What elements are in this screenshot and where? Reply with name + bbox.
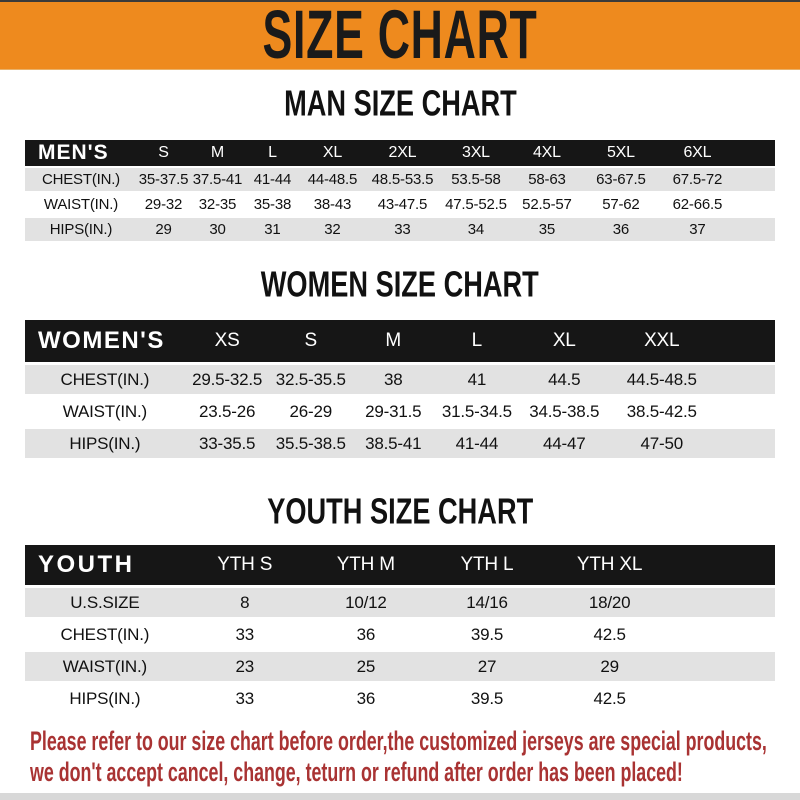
size-value-cell: 14/16 xyxy=(466,592,508,612)
size-value-cell: 47.5-52.5 xyxy=(445,196,507,213)
size-value-cell: 29.5-32.5 xyxy=(192,369,263,389)
size-value-cell: 39.5 xyxy=(470,688,504,708)
size-value-cell: 37 xyxy=(689,221,706,238)
size-value-cell: 29-32 xyxy=(144,196,183,213)
size-value-cell: 33-35.5 xyxy=(198,433,256,453)
size-header-cell: YTH M xyxy=(336,554,395,575)
size-value-cell: 38 xyxy=(383,369,403,389)
women-section-title: WOMEN SIZE CHART xyxy=(260,265,540,305)
size-value-cell: 52.5-57 xyxy=(522,196,572,213)
measure-label-cell: CHEST(IN.) xyxy=(41,171,120,188)
size-header-cell: 6XL xyxy=(683,144,712,161)
size-value-cell: 35-38 xyxy=(253,196,292,213)
size-value-cell: 10/12 xyxy=(345,592,387,612)
size-header-cell: S xyxy=(158,144,169,161)
measure-label-cell: U.S.SIZE xyxy=(70,592,140,612)
size-value-cell: 27 xyxy=(477,656,497,676)
table-header-row xyxy=(25,140,775,166)
size-header-cell: L xyxy=(268,144,277,161)
measure-label-cell: WAIST(IN.) xyxy=(62,656,147,676)
table-row xyxy=(25,365,775,394)
size-value-cell: 41 xyxy=(467,369,487,389)
men-size-table xyxy=(25,140,775,241)
order-notice xyxy=(30,726,800,788)
notice-line-2: we don't accept cancel, change, teturn or refund after order has been placed! xyxy=(30,757,683,787)
size-value-cell: 29 xyxy=(600,656,619,676)
size-header-cell: XS xyxy=(214,330,240,351)
size-value-cell: 36 xyxy=(356,624,376,644)
size-value-cell: 32.5-35.5 xyxy=(275,369,346,389)
table-row xyxy=(25,588,775,617)
table-corner-label: WOMEN'S xyxy=(38,327,165,354)
measure-label-cell: HIPS(IN.) xyxy=(69,688,141,708)
size-header-cell: L xyxy=(471,330,483,351)
table-row xyxy=(25,193,775,216)
measure-label-cell: WAIST(IN.) xyxy=(62,401,147,421)
size-value-cell: 34.5-38.5 xyxy=(529,401,600,421)
size-value-cell: 38.5-42.5 xyxy=(626,401,697,421)
size-value-cell: 26-29 xyxy=(289,401,332,421)
size-value-cell: 8 xyxy=(240,592,250,612)
size-value-cell: 37.5-41 xyxy=(192,171,243,188)
size-value-cell: 32 xyxy=(324,221,341,238)
size-value-cell: 41-44 xyxy=(253,171,292,188)
size-value-cell: 35-37.5 xyxy=(138,171,189,188)
size-value-cell: 31.5-34.5 xyxy=(441,401,512,421)
size-header-cell: XL xyxy=(552,330,576,351)
size-value-cell: 25 xyxy=(356,656,376,676)
size-value-cell: 42.5 xyxy=(593,688,626,708)
size-value-cell: 58-63 xyxy=(528,171,566,188)
size-value-cell: 44-47 xyxy=(542,433,586,453)
table-header-row xyxy=(25,545,775,585)
youth-section-title: YOUTH SIZE CHART xyxy=(267,492,533,532)
men-section-title: MAN SIZE CHART xyxy=(283,84,517,124)
table-row xyxy=(25,684,775,713)
table-row xyxy=(25,429,775,458)
size-header-cell: YTH L xyxy=(460,554,514,575)
youth-section-title-wrap xyxy=(0,494,800,530)
size-value-cell: 23.5-26 xyxy=(198,401,256,421)
size-value-cell: 30 xyxy=(209,221,226,238)
size-value-cell: 35.5-38.5 xyxy=(275,433,346,453)
size-value-cell: 41-44 xyxy=(455,433,499,453)
size-value-cell: 43-47.5 xyxy=(377,196,428,213)
youth-size-table xyxy=(25,545,775,713)
size-header-cell: XXL xyxy=(644,330,680,351)
table-header-row xyxy=(25,320,775,362)
size-header-cell: YTH S xyxy=(217,554,273,575)
size-value-cell: 36 xyxy=(612,221,630,238)
measure-label-cell: CHEST(IN.) xyxy=(60,624,150,644)
size-value-cell: 36 xyxy=(356,688,376,708)
size-header-cell: 5XL xyxy=(606,144,635,161)
size-header-cell: S xyxy=(304,330,317,351)
table-row xyxy=(25,168,775,191)
table-row xyxy=(25,397,775,426)
measure-label-cell: WAIST(IN.) xyxy=(43,196,119,213)
size-value-cell: 31 xyxy=(264,221,281,238)
size-header-cell: XL xyxy=(322,144,343,161)
size-value-cell: 48.5-53.5 xyxy=(371,171,434,188)
measure-label-cell: HIPS(IN.) xyxy=(49,221,113,238)
size-header-cell: 2XL xyxy=(388,144,417,161)
size-value-cell: 38-43 xyxy=(313,196,352,213)
size-value-cell: 33 xyxy=(394,221,411,238)
women-size-table xyxy=(25,320,775,458)
table-row xyxy=(25,652,775,681)
size-value-cell: 32-35 xyxy=(198,196,237,213)
banner-title: SIZE CHART xyxy=(262,0,538,74)
size-value-cell: 38.5-41 xyxy=(365,433,422,453)
size-header-cell: M xyxy=(210,144,225,161)
size-value-cell: 47-50 xyxy=(640,433,683,453)
size-value-cell: 57-62 xyxy=(602,196,640,213)
size-value-cell: 33 xyxy=(235,688,254,708)
women-section-title-wrap xyxy=(0,267,800,303)
size-value-cell: 23 xyxy=(235,656,254,676)
measure-label-cell: CHEST(IN.) xyxy=(60,369,150,389)
size-value-cell: 44.5 xyxy=(548,369,581,389)
size-header-cell: 3XL xyxy=(462,144,490,161)
size-header-cell: YTH XL xyxy=(576,554,643,575)
size-value-cell: 39.5 xyxy=(470,624,504,644)
size-value-cell: 62-66.5 xyxy=(672,196,723,213)
size-value-cell: 34 xyxy=(467,221,485,238)
size-value-cell: 67.5-72 xyxy=(672,171,723,188)
size-value-cell: 29 xyxy=(155,221,172,238)
size-value-cell: 53.5-58 xyxy=(451,171,501,188)
size-value-cell: 42.5 xyxy=(593,624,626,644)
table-corner-label: YOUTH xyxy=(38,551,135,578)
size-value-cell: 29-31.5 xyxy=(365,401,422,421)
table-row xyxy=(25,218,775,241)
bottom-strip xyxy=(0,793,800,800)
measure-label-cell: HIPS(IN.) xyxy=(69,433,141,453)
size-header-cell: M xyxy=(385,330,402,351)
size-value-cell: 33 xyxy=(235,624,254,644)
banner xyxy=(0,0,800,74)
size-value-cell: 35 xyxy=(538,221,556,238)
size-value-cell: 44.5-48.5 xyxy=(626,369,697,389)
size-value-cell: 18/20 xyxy=(588,592,631,612)
table-corner-label: MEN'S xyxy=(38,141,109,164)
notice-line-1: Please refer to our size chart before order,the customized jerseys are special products, xyxy=(30,726,767,756)
size-header-cell: 4XL xyxy=(532,144,561,161)
size-value-cell: 44-48.5 xyxy=(307,171,358,188)
men-section-title-wrap xyxy=(0,86,800,122)
table-row xyxy=(25,620,775,649)
size-value-cell: 63-67.5 xyxy=(596,171,646,188)
